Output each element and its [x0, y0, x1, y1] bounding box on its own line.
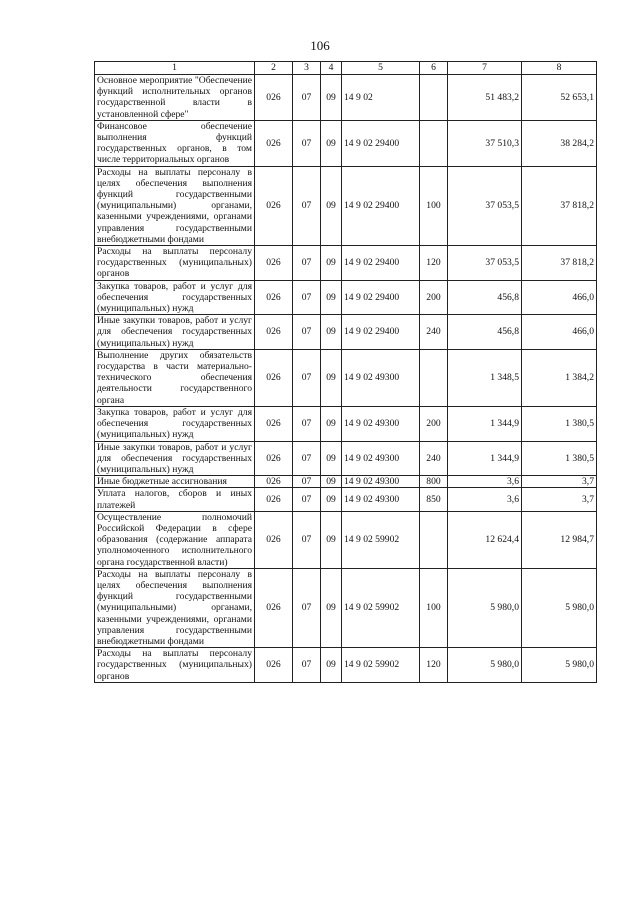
amount-year-1: 1 344,9 — [448, 441, 522, 476]
amount-year-2: 37 818,2 — [522, 246, 597, 281]
code-expense-type: 240 — [420, 315, 448, 350]
row-description: Иные закупки товаров, работ и услуг для обеспечения государственных (муниципальных) нужд — [95, 315, 255, 350]
code-admin: 026 — [255, 280, 293, 315]
amount-year-1: 1 348,5 — [448, 349, 522, 406]
code-target-article: 14 9 02 59902 — [342, 648, 420, 683]
row-description: Иные закупки товаров, работ и услуг для обеспечения государственных (муниципальных) нужд — [95, 441, 255, 476]
code-section: 07 — [293, 166, 321, 245]
table-row — [95, 488, 597, 511]
code-section: 07 — [293, 315, 321, 350]
row-description: Выполнение других обязательств государства в части материально-технического обеспечения деятельности государственного органа — [95, 349, 255, 406]
code-expense-type — [420, 349, 448, 406]
amount-year-1: 1 344,9 — [448, 406, 522, 441]
code-subsection: 09 — [321, 441, 342, 476]
amount-year-1: 37 510,3 — [448, 120, 522, 166]
table-row — [95, 349, 597, 406]
code-target-article: 14 9 02 59902 — [342, 511, 420, 568]
code-admin: 026 — [255, 476, 293, 488]
code-subsection: 09 — [321, 75, 342, 121]
code-section: 07 — [293, 75, 321, 121]
code-subsection: 09 — [321, 166, 342, 245]
column-header: 5 — [342, 62, 420, 75]
code-section: 07 — [293, 476, 321, 488]
table-row — [95, 75, 597, 121]
amount-year-1: 456,8 — [448, 280, 522, 315]
row-description: Расходы на выплаты персоналу государственных (муниципальных) органов — [95, 246, 255, 281]
amount-year-1: 5 980,0 — [448, 568, 522, 647]
column-header: 8 — [522, 62, 597, 75]
column-header: 4 — [321, 62, 342, 75]
amount-year-2: 1 380,5 — [522, 406, 597, 441]
table-body — [95, 75, 597, 683]
row-description: Закупка товаров, работ и услуг для обеспечения государственных (муниципальных) нужд — [95, 280, 255, 315]
code-subsection: 09 — [321, 246, 342, 281]
code-subsection: 09 — [321, 511, 342, 568]
code-section: 07 — [293, 349, 321, 406]
code-expense-type — [420, 511, 448, 568]
code-admin: 026 — [255, 511, 293, 568]
row-description: Иные бюджетные ассигнования — [95, 476, 255, 488]
code-subsection: 09 — [321, 648, 342, 683]
code-section: 07 — [293, 648, 321, 683]
code-section: 07 — [293, 246, 321, 281]
code-expense-type: 100 — [420, 568, 448, 647]
code-target-article: 14 9 02 49300 — [342, 488, 420, 511]
amount-year-1: 5 980,0 — [448, 648, 522, 683]
code-expense-type — [420, 120, 448, 166]
code-expense-type: 800 — [420, 476, 448, 488]
table-row — [95, 441, 597, 476]
code-admin: 026 — [255, 120, 293, 166]
table-row — [95, 246, 597, 281]
column-header: 3 — [293, 62, 321, 75]
amount-year-1: 12 624,4 — [448, 511, 522, 568]
code-subsection: 09 — [321, 568, 342, 647]
code-admin: 026 — [255, 568, 293, 647]
amount-year-1: 456,8 — [448, 315, 522, 350]
amount-year-2: 37 818,2 — [522, 166, 597, 245]
code-expense-type: 100 — [420, 166, 448, 245]
row-description: Осуществление полномочий Российской Федерации в сфере образования (содержание аппарата уполномоченного исполнительного органа государственной власти) — [95, 511, 255, 568]
amount-year-2: 1 380,5 — [522, 441, 597, 476]
column-header: 2 — [255, 62, 293, 75]
code-target-article: 14 9 02 29400 — [342, 280, 420, 315]
code-section: 07 — [293, 511, 321, 568]
code-subsection: 09 — [321, 349, 342, 406]
column-header: 6 — [420, 62, 448, 75]
code-expense-type: 200 — [420, 280, 448, 315]
code-subsection: 09 — [321, 315, 342, 350]
amount-year-2: 3,7 — [522, 488, 597, 511]
code-subsection: 09 — [321, 488, 342, 511]
code-admin: 026 — [255, 406, 293, 441]
amount-year-1: 3,6 — [448, 476, 522, 488]
row-description: Уплата налогов, сборов и иных платежей — [95, 488, 255, 511]
amount-year-2: 1 384,2 — [522, 349, 597, 406]
table-header-row — [95, 62, 597, 75]
code-subsection: 09 — [321, 120, 342, 166]
code-target-article: 14 9 02 49300 — [342, 476, 420, 488]
table-row — [95, 120, 597, 166]
code-section: 07 — [293, 568, 321, 647]
amount-year-2: 38 284,2 — [522, 120, 597, 166]
amount-year-2: 12 984,7 — [522, 511, 597, 568]
code-expense-type — [420, 75, 448, 121]
budget-table — [94, 61, 597, 683]
code-admin: 026 — [255, 246, 293, 281]
code-section: 07 — [293, 120, 321, 166]
row-description: Расходы на выплаты персоналу государственных (муниципальных) органов — [95, 648, 255, 683]
row-description: Расходы на выплаты персоналу в целях обеспечения выполнения функций государственными (муниципальными) органами, казенными учреждениями, органами управления государственными внебюджетными фондами — [95, 568, 255, 647]
code-admin: 026 — [255, 349, 293, 406]
code-expense-type: 200 — [420, 406, 448, 441]
amount-year-2: 3,7 — [522, 476, 597, 488]
code-admin: 026 — [255, 441, 293, 476]
amount-year-1: 37 053,5 — [448, 166, 522, 245]
code-target-article: 14 9 02 49300 — [342, 406, 420, 441]
code-admin: 026 — [255, 648, 293, 683]
page-number: 106 — [310, 38, 330, 53]
amount-year-2: 5 980,0 — [522, 568, 597, 647]
row-description: Расходы на выплаты персоналу в целях обеспечения выполнения функций государственными (муниципальными) органами, казенными учреждениями, органами управления государственными внебюджетными фондами — [95, 166, 255, 245]
table-row — [95, 166, 597, 245]
code-section: 07 — [293, 280, 321, 315]
code-target-article: 14 9 02 29400 — [342, 315, 420, 350]
table-row — [95, 568, 597, 647]
code-section: 07 — [293, 406, 321, 441]
amount-year-2: 5 980,0 — [522, 648, 597, 683]
code-expense-type: 850 — [420, 488, 448, 511]
row-description: Закупка товаров, работ и услуг для обеспечения государственных (муниципальных) нужд — [95, 406, 255, 441]
code-section: 07 — [293, 488, 321, 511]
table-row — [95, 476, 597, 488]
code-subsection: 09 — [321, 476, 342, 488]
code-target-article: 14 9 02 49300 — [342, 441, 420, 476]
code-admin: 026 — [255, 315, 293, 350]
code-target-article: 14 9 02 — [342, 75, 420, 121]
table-row — [95, 511, 597, 568]
table-row — [95, 280, 597, 315]
amount-year-1: 37 053,5 — [448, 246, 522, 281]
table-row — [95, 406, 597, 441]
amount-year-2: 466,0 — [522, 315, 597, 350]
code-admin: 026 — [255, 488, 293, 511]
row-description: Финансовое обеспечение выполнения функций государственных органов, в том числе территориальных органов — [95, 120, 255, 166]
code-subsection: 09 — [321, 406, 342, 441]
code-target-article: 14 9 02 49300 — [342, 349, 420, 406]
amount-year-2: 466,0 — [522, 280, 597, 315]
column-header: 1 — [95, 62, 255, 75]
row-description: Основное мероприятие "Обеспечение функций исполнительных органов государственной власти в установленной сфере" — [95, 75, 255, 121]
code-target-article: 14 9 02 29400 — [342, 166, 420, 245]
code-expense-type: 120 — [420, 648, 448, 683]
code-admin: 026 — [255, 166, 293, 245]
code-target-article: 14 9 02 29400 — [342, 120, 420, 166]
code-admin: 026 — [255, 75, 293, 121]
amount-year-1: 3,6 — [448, 488, 522, 511]
amount-year-1: 51 483,2 — [448, 75, 522, 121]
code-target-article: 14 9 02 59902 — [342, 568, 420, 647]
code-expense-type: 240 — [420, 441, 448, 476]
code-subsection: 09 — [321, 280, 342, 315]
code-section: 07 — [293, 441, 321, 476]
table-row — [95, 315, 597, 350]
code-expense-type: 120 — [420, 246, 448, 281]
code-target-article: 14 9 02 29400 — [342, 246, 420, 281]
table-row — [95, 648, 597, 683]
amount-year-2: 52 653,1 — [522, 75, 597, 121]
column-header: 7 — [448, 62, 522, 75]
